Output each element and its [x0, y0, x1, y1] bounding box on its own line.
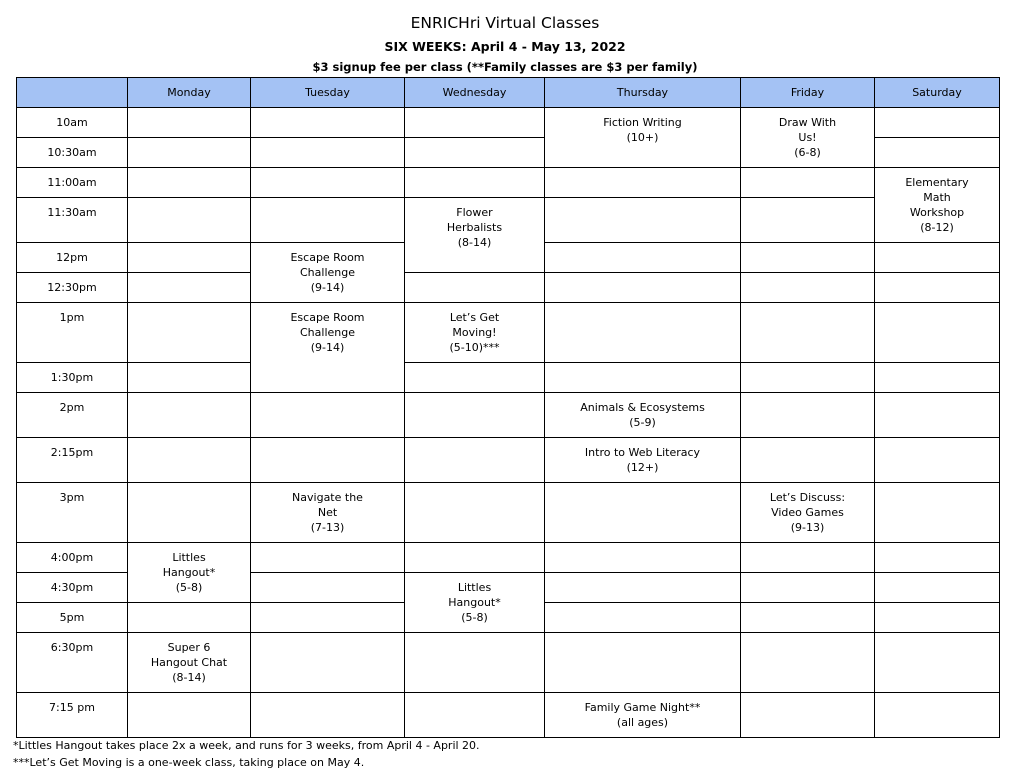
class-name: Hangout Chat: [150, 656, 228, 669]
empty-cell: [545, 198, 741, 243]
class-ages: (5-10)***: [449, 341, 500, 354]
day-header: Wednesday: [405, 78, 545, 108]
table-row: [17, 543, 1000, 573]
time-cell: 6:30pm: [17, 633, 128, 693]
empty-cell: [875, 693, 1000, 738]
table-row: [17, 393, 1000, 438]
class-cell-animals-ecosystems: [545, 393, 741, 438]
class-name: Super 6: [167, 641, 211, 654]
class-name: Intro to Web Literacy: [584, 446, 701, 459]
time-cell: 11:00am: [17, 168, 128, 198]
class-ages: (9-13): [790, 521, 825, 534]
time-cell: 2:15pm: [17, 438, 128, 483]
empty-cell: [875, 603, 1000, 633]
empty-cell: [251, 603, 405, 633]
class-ages: (8-14): [172, 671, 206, 684]
class-name: Escape Room: [290, 251, 365, 264]
empty-cell: [545, 273, 741, 303]
table-row: [17, 363, 1000, 393]
empty-cell: [741, 198, 875, 243]
day-header: Tuesday: [251, 78, 405, 108]
class-name: Video Games: [771, 506, 844, 519]
time-cell: 3pm: [17, 483, 128, 543]
empty-cell: [545, 243, 741, 273]
empty-cell: [875, 303, 1000, 363]
empty-cell: [251, 633, 405, 693]
class-cell-escape-room: [251, 303, 405, 393]
header-row: [17, 78, 1000, 108]
time-cell: 12pm: [17, 243, 128, 273]
time-cell: 4:00pm: [17, 543, 128, 573]
table-row: [17, 303, 1000, 363]
empty-cell: [405, 138, 545, 168]
empty-cell: [875, 138, 1000, 168]
class-cell-flower-herbalists: [405, 198, 545, 273]
empty-cell: [545, 543, 741, 573]
class-ages: (9-14): [310, 341, 345, 354]
table-row: [17, 168, 1000, 198]
table-row: [17, 198, 1000, 243]
empty-cell: [128, 363, 251, 393]
empty-cell: [251, 438, 405, 483]
empty-cell: [741, 168, 875, 198]
empty-cell: [405, 483, 545, 543]
empty-cell: [405, 633, 545, 693]
footnote-littles: *Littles Hangout takes place 2x a week, and runs for 3 weeks, from April 4 - April 20.: [13, 739, 480, 752]
empty-cell: [405, 543, 545, 573]
empty-cell: [128, 483, 251, 543]
empty-cell: [545, 168, 741, 198]
empty-cell: [128, 138, 251, 168]
time-cell: 10:30am: [17, 138, 128, 168]
empty-cell: [875, 108, 1000, 138]
class-name: Animals & Ecosystems: [580, 401, 705, 414]
empty-cell: [128, 438, 251, 483]
empty-cell: [875, 633, 1000, 693]
empty-cell: [741, 603, 875, 633]
class-name: Navigate the: [292, 491, 363, 504]
class-name: Family Game Night**: [584, 701, 701, 714]
table-row: [17, 108, 1000, 138]
empty-cell: [405, 168, 545, 198]
empty-cell: [128, 303, 251, 363]
class-name: Fiction Writing: [603, 116, 682, 129]
class-cell-family-game-night: [545, 693, 741, 738]
class-name: Flower: [456, 206, 493, 219]
empty-cell: [741, 573, 875, 603]
class-ages: (8-14): [457, 236, 492, 249]
class-name: Littles: [457, 581, 492, 594]
table-row: [17, 693, 1000, 738]
empty-cell: [128, 168, 251, 198]
empty-cell: [741, 693, 875, 738]
empty-cell: [545, 303, 741, 363]
class-cell-navigate-net: [251, 483, 405, 543]
empty-cell: [875, 393, 1000, 438]
class-cell-draw-with-us: [741, 108, 875, 168]
class-ages: (5-9): [629, 416, 656, 429]
time-cell: 11:30am: [17, 198, 128, 243]
class-cell-lets-discuss: [741, 483, 875, 543]
class-name: Escape Room: [290, 311, 365, 324]
empty-cell: [128, 108, 251, 138]
empty-cell: [251, 108, 405, 138]
day-header: Friday: [741, 78, 875, 108]
class-name: Draw With: [778, 116, 837, 129]
time-cell: 1pm: [17, 303, 128, 363]
empty-cell: [741, 633, 875, 693]
class-cell-littles-hangout: [405, 573, 545, 633]
time-cell: 2pm: [17, 393, 128, 438]
class-cell-super6: [128, 633, 251, 693]
empty-cell: [545, 573, 741, 603]
empty-cell: [128, 198, 251, 243]
empty-cell: [128, 393, 251, 438]
class-name: Challenge: [300, 326, 355, 339]
schedule-table: [16, 77, 1000, 738]
class-cell-littles-hangout: [128, 543, 251, 603]
class-name: Workshop: [909, 206, 965, 219]
class-name: Elementary: [905, 176, 969, 189]
class-name: Hangout*: [448, 596, 501, 609]
class-ages: (9-14): [310, 281, 345, 294]
class-ages: (5-8): [175, 581, 203, 594]
empty-cell: [741, 303, 875, 363]
corner-cell: [17, 78, 128, 108]
class-cell-lets-get-moving: [405, 303, 545, 363]
class-cell-elementary-math: [875, 168, 1000, 243]
time-cell: 10am: [17, 108, 128, 138]
class-ages: (10+): [626, 131, 659, 144]
fee-note: $3 signup fee per class (**Family classes are $3 per family): [312, 60, 698, 74]
empty-cell: [251, 198, 405, 243]
empty-cell: [405, 693, 545, 738]
empty-cell: [741, 273, 875, 303]
time-cell: 1:30pm: [17, 363, 128, 393]
empty-cell: [128, 603, 251, 633]
time-cell: 5pm: [17, 603, 128, 633]
time-cell: 7:15 pm: [17, 693, 128, 738]
class-name: Littles: [172, 551, 206, 564]
empty-cell: [875, 573, 1000, 603]
class-name: Let’s Discuss:: [769, 491, 846, 504]
class-name: Moving!: [452, 326, 497, 339]
empty-cell: [545, 363, 741, 393]
empty-cell: [741, 438, 875, 483]
empty-cell: [251, 543, 405, 573]
empty-cell: [875, 543, 1000, 573]
empty-cell: [545, 603, 741, 633]
empty-cell: [741, 543, 875, 573]
table-row: [17, 273, 1000, 303]
time-cell: 12:30pm: [17, 273, 128, 303]
class-name: Let’s Get: [449, 311, 500, 324]
empty-cell: [875, 243, 1000, 273]
class-name: Net: [317, 506, 338, 519]
class-name: Hangout*: [162, 566, 216, 579]
class-name: Us!: [798, 131, 817, 144]
empty-cell: [251, 138, 405, 168]
class-cell-escape-room: [251, 243, 405, 303]
day-header: Saturday: [875, 78, 1000, 108]
class-ages: (8-12): [920, 221, 954, 234]
empty-cell: [251, 393, 405, 438]
schedule-title: ENRICHri Virtual Classes: [410, 14, 600, 32]
empty-cell: [128, 693, 251, 738]
class-ages: (6-8): [794, 146, 821, 159]
day-header: Monday: [128, 78, 251, 108]
class-name: Math: [923, 191, 951, 204]
empty-cell: [545, 633, 741, 693]
footnote-lets-get-moving: ***Let’s Get Moving is a one-week class, taking place on May 4.: [13, 756, 365, 769]
class-name: Herbalists: [446, 221, 503, 234]
empty-cell: [405, 438, 545, 483]
table-row: [17, 438, 1000, 483]
day-header: Thursday: [545, 78, 741, 108]
class-ages: (12+): [626, 461, 659, 474]
empty-cell: [405, 108, 545, 138]
class-ages: (all ages): [616, 716, 669, 729]
class-ages: (7-13): [310, 521, 345, 534]
empty-cell: [545, 483, 741, 543]
empty-cell: [251, 168, 405, 198]
empty-cell: [405, 363, 545, 393]
time-cell: 4:30pm: [17, 573, 128, 603]
empty-cell: [251, 573, 405, 603]
class-cell-web-literacy: [545, 438, 741, 483]
empty-cell: [875, 363, 1000, 393]
schedule-dates: SIX WEEKS: April 4 - May 13, 2022: [384, 39, 626, 54]
class-ages: (5-8): [461, 611, 488, 624]
empty-cell: [128, 273, 251, 303]
table-row: [17, 633, 1000, 693]
empty-cell: [251, 693, 405, 738]
class-name: Challenge: [300, 266, 355, 279]
empty-cell: [741, 393, 875, 438]
class-cell-fiction-writing: [545, 108, 741, 168]
empty-cell: [741, 363, 875, 393]
empty-cell: [741, 243, 875, 273]
empty-cell: [875, 438, 1000, 483]
empty-cell: [405, 393, 545, 438]
empty-cell: [875, 483, 1000, 543]
empty-cell: [128, 243, 251, 273]
empty-cell: [875, 273, 1000, 303]
table-row: [17, 483, 1000, 543]
empty-cell: [405, 273, 545, 303]
